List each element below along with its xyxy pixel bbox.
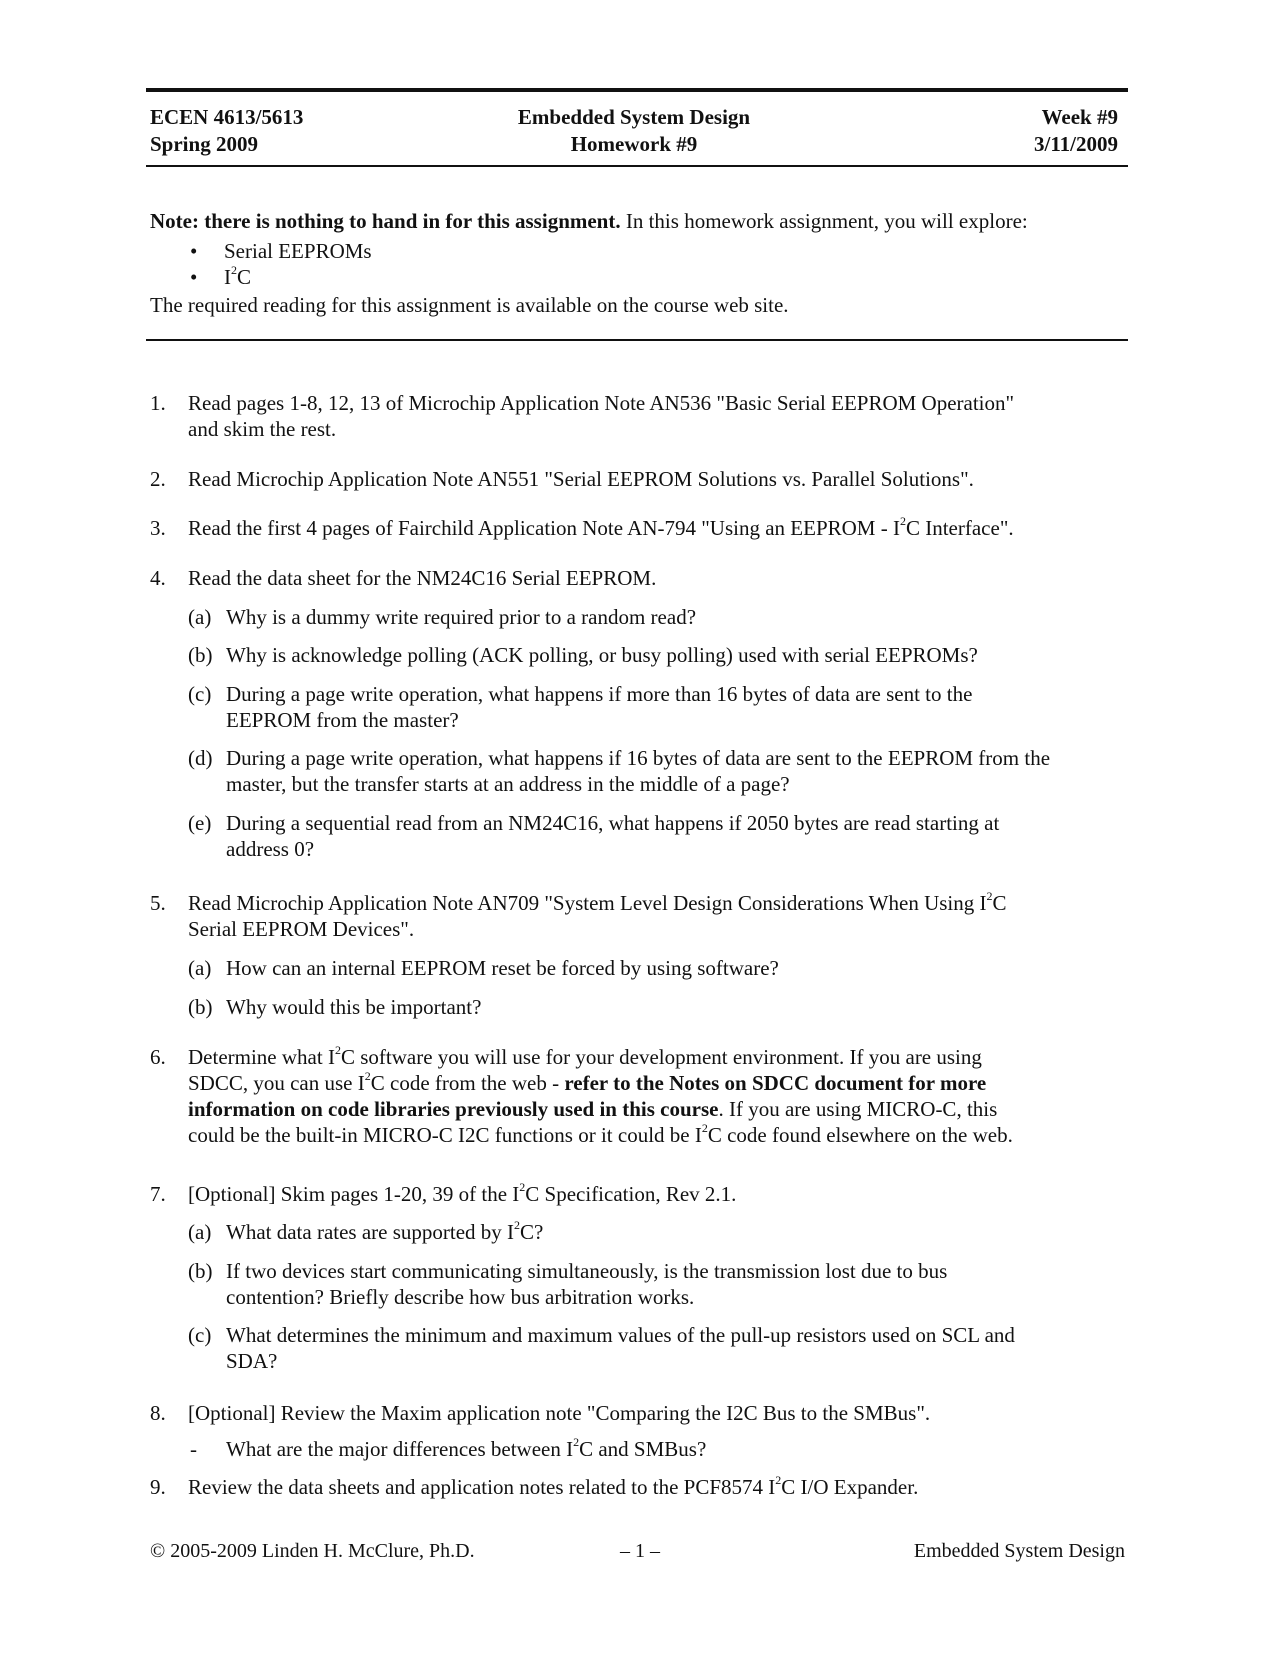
intro-note-rest: In this homework assignment, you will explore: xyxy=(620,209,1028,233)
topic-i2c-i: I xyxy=(224,265,231,289)
week-label: Week #9 xyxy=(1041,105,1118,129)
subquestion-text: contention? Briefly describe how bus arbitration works. xyxy=(226,1285,695,1309)
question-3 xyxy=(150,515,1130,541)
subquestion-text: Why is a dummy write required prior to a random read? xyxy=(226,605,697,629)
question-number: 3. xyxy=(150,516,166,540)
question-1 xyxy=(150,390,1130,442)
subquestion-text: How can an internal EEPROM reset be forced by using software? xyxy=(226,956,779,980)
subquestion-label: (c) xyxy=(188,1323,212,1347)
course-title: Embedded System Design xyxy=(517,105,751,129)
topic-list xyxy=(150,238,1125,290)
subquestion-text: Why is acknowledge polling (ACK polling, or busy polling) used with serial EEPROMs? xyxy=(226,643,978,667)
question-5 xyxy=(150,890,1130,942)
subquestion-text: During a page write operation, what happens if more than 16 bytes of data are sent to the xyxy=(226,682,973,706)
question-text: Read Microchip Application Note AN551 "Serial EEPROM Solutions vs. Parallel Solutions". xyxy=(188,467,974,491)
question-text: Determine what $I^2C$ software you will use for your development environment. If you are using SDCC, you can use $I^2C$ code from the web - refer to the Notes on SDCC document for more information on code libraries previously used in this course. If you are using MICRO-C, this could be the built-in MICRO-C I2C functions or it could be $I^2C$ code found elsewhere on the web. xyxy=(188,1043,1013,1147)
question-number: 8. xyxy=(150,1401,166,1425)
question-5b xyxy=(188,994,1128,1020)
homework-label: Homework #9 xyxy=(570,132,698,156)
subquestion-text: address 0? xyxy=(226,837,315,861)
question-4 xyxy=(150,565,1130,591)
header-bottom-rule xyxy=(146,165,1128,167)
subquestion-text: During a sequential read from an NM24C16, what happens if 2050 bytes are read starting at xyxy=(226,811,1000,835)
subquestion-text: master, but the transfer starts at an address in the middle of a page? xyxy=(226,772,790,796)
topic-i2c-c: C xyxy=(237,265,252,289)
question-7 xyxy=(150,1181,1130,1207)
subquestion-text: If two devices start communicating simultaneously, is the transmission lost due to bus xyxy=(226,1259,948,1283)
question-number: 2. xyxy=(150,467,166,491)
list-item xyxy=(150,238,1125,264)
question-text: Read pages 1-8, 12, 13 of Microchip Application Note AN536 "Basic Serial EEPROM Operation" xyxy=(188,391,1015,415)
subquestion-label: (b) xyxy=(188,643,213,667)
date-label: 3/11/2009 xyxy=(1033,132,1118,156)
required-reading-note: The required reading for this assignment is available on the course web site. xyxy=(150,293,789,317)
subquestion-label: (b) xyxy=(188,1259,213,1283)
subquestion-text: SDA? xyxy=(226,1349,278,1373)
question-number: 4. xyxy=(150,566,166,590)
footer-copyright: © 2005-2009 Linden H. McClure, Ph.D. xyxy=(150,1540,475,1562)
subquestion-text: What data rates are supported by $I^2C$? xyxy=(226,1218,544,1244)
question-4e xyxy=(188,810,1128,862)
header-right xyxy=(1034,104,1118,158)
question-6 xyxy=(150,1044,1130,1148)
header-center xyxy=(150,104,1118,158)
subquestion-text: What are the major differences between $I^2C$ and SMBus? xyxy=(226,1435,707,1461)
bullet-icon: • xyxy=(190,265,198,289)
subquestion-text: What determines the minimum and maximum values of the pull-up resistors used on SCL and xyxy=(226,1323,1015,1347)
bullet-icon: • xyxy=(190,239,198,263)
question-text: [Optional] Review the Maxim application note "Comparing the I2C Bus to the SMBus". xyxy=(188,1401,931,1425)
intro-bottom-rule xyxy=(146,339,1128,341)
question-text: Read the data sheet for the NM24C16 Serial EEPROM. xyxy=(188,566,657,590)
question-8 xyxy=(150,1400,1130,1426)
question-number: 7. xyxy=(150,1182,166,1206)
subquestion-label: (e) xyxy=(188,811,212,835)
subquestion-label: (c) xyxy=(188,682,212,706)
subquestion-label: (a) xyxy=(188,1220,212,1244)
question-text: Read Microchip Application Note AN709 "System Level Design Considerations When Using $I^2C$ Serial EEPROM Devices". xyxy=(188,889,1007,941)
footer-course: Embedded System Design xyxy=(913,1540,1125,1562)
list-item xyxy=(150,264,1125,290)
question-4d xyxy=(188,745,1128,797)
subquestion-text: EEPROM from the master? xyxy=(226,708,459,732)
question-text: Read the first 4 pages of Fairchild Application Note AN-794 "Using an EEPROM - $I^2C$ Interface". xyxy=(188,514,1014,540)
subquestion-text: Why would this be important? xyxy=(226,995,482,1019)
question-number: 6. xyxy=(150,1045,166,1069)
question-2 xyxy=(150,466,1130,492)
superscript: 2 xyxy=(231,263,237,277)
subquestion-text: During a page write operation, what happens if 16 bytes of data are sent to the EEPROM from the xyxy=(226,746,1051,770)
subquestion-label: (d) xyxy=(188,746,213,770)
question-number: 1. xyxy=(150,391,166,415)
question-7b xyxy=(188,1258,1128,1310)
intro-note xyxy=(150,208,1125,234)
question-8-subpoint xyxy=(188,1436,1128,1462)
question-text: [Optional] Skim pages 1-20, 39 of the $I^2C$ Specification, Rev 2.1. xyxy=(188,1180,737,1206)
question-number: 5. xyxy=(150,891,166,915)
question-5a xyxy=(188,955,1128,981)
course-number: ECEN 4613/5613 xyxy=(150,105,304,129)
question-text: Review the data sheets and application notes related to the PCF8574 $I^2C$ I/O Expander. xyxy=(188,1473,919,1499)
subquestion-label: (a) xyxy=(188,956,212,980)
question-4c xyxy=(188,681,1128,733)
footer-page-number: – 1 – xyxy=(620,1540,660,1562)
intro-note-bold: Note: there is nothing to hand in for this assignment. xyxy=(150,209,621,233)
question-4b xyxy=(188,642,1128,668)
topic-serial-eeproms: Serial EEPROMs xyxy=(224,239,372,263)
question-9 xyxy=(150,1474,1130,1500)
intro-section xyxy=(150,208,1125,318)
subquestion-label: (b) xyxy=(188,995,213,1019)
header-top-rule xyxy=(146,88,1128,92)
question-text: and skim the rest. xyxy=(188,417,337,441)
dash-marker: - xyxy=(190,1437,197,1461)
question-number: 9. xyxy=(150,1475,166,1499)
question-7a xyxy=(188,1219,1128,1245)
question-4a xyxy=(188,604,1128,630)
question-7c xyxy=(188,1322,1128,1374)
term: Spring 2009 xyxy=(150,132,258,156)
subquestion-label: (a) xyxy=(188,605,212,629)
